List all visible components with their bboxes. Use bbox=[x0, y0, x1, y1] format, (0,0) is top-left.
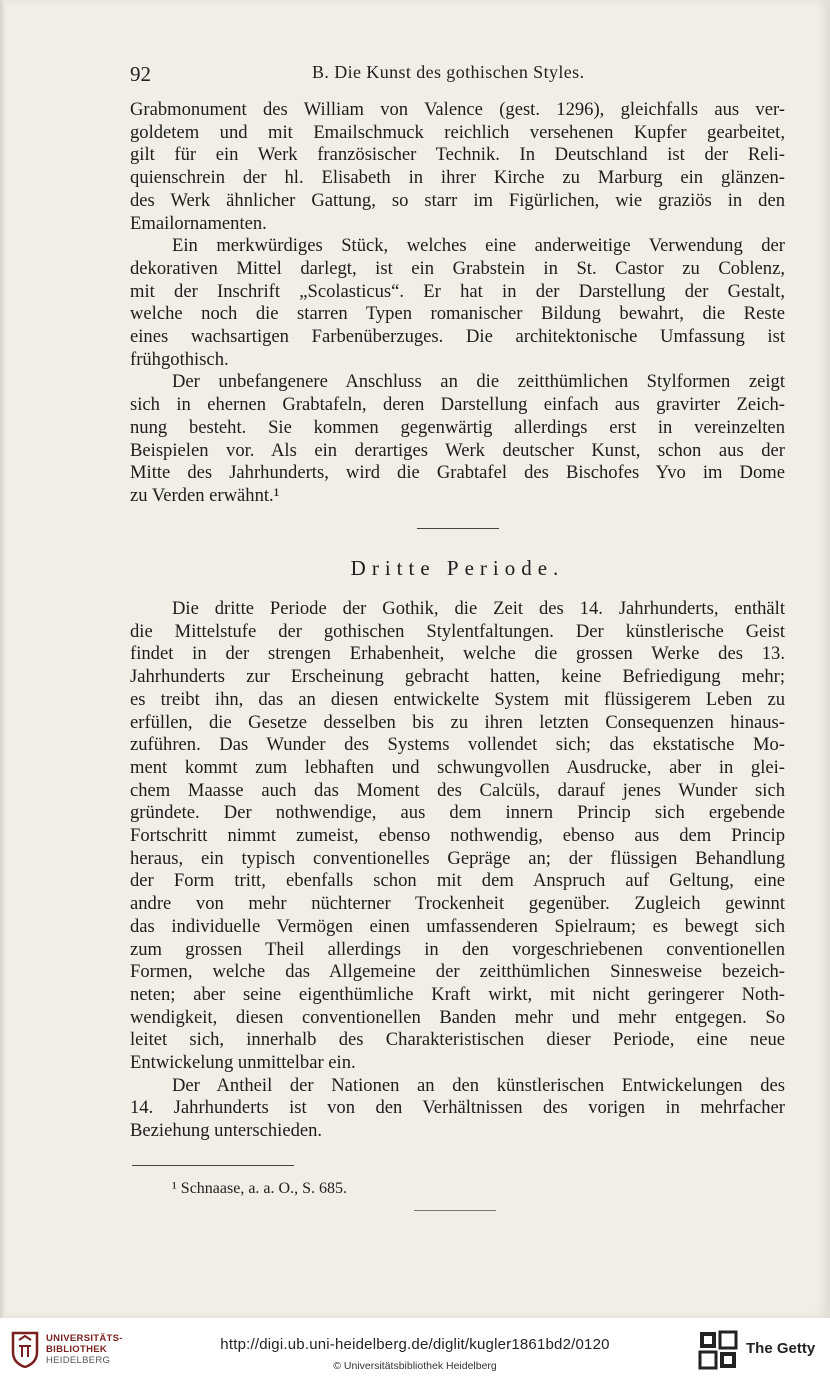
text-line: ment kommt zum lebhaften und schwungvollen Ausdrucke, aber in glei- bbox=[130, 756, 785, 778]
partner-name[interactable]: The Getty bbox=[746, 1340, 816, 1357]
text-line: der Form tritt, ebenfalls schon mit dem Anspruch auf Geltung, eine bbox=[130, 870, 785, 892]
text-line: chem Maasse auch das Moment des Calcüls, darauf jenes Wunder sich bbox=[130, 779, 785, 801]
text-line: Der Antheil der Nationen an den künstlerischen Entwickelungen des bbox=[172, 1074, 785, 1096]
text-line: Formen, welche das Allgemeine der zeitthümlichen Sinnesweise bezeich- bbox=[130, 961, 785, 983]
body-text-lower bbox=[130, 598, 785, 1143]
text-line: Die dritte Periode der Gothik, die Zeit des 14. Jahrhunderts, enthält bbox=[172, 598, 785, 619]
running-title: B. Die Kunst des gothischen Styles. bbox=[312, 62, 585, 82]
text-line: findet in der strengen Erhabenheit, welche die grossen Werke des 13. bbox=[130, 643, 785, 665]
text-line: Entwickelung unmittelbar ein. bbox=[130, 1052, 356, 1074]
section-separator bbox=[417, 528, 499, 529]
text-line: goldetem und mit Emailschmuck reichlich versehenen Kupfer gearbeitet, bbox=[130, 121, 785, 143]
permalink-url[interactable]: http://digi.ub.uni-heidelberg.de/diglit/kugler1861bd2/0120 bbox=[220, 1336, 610, 1353]
text-line: neten; aber seine eigenthümliche Kraft wirkt, mit nicht geringerer Noth- bbox=[130, 983, 785, 1005]
text-line: Grabmonument des William von Valence (gest. 1296), gleichfalls aus ver- bbox=[130, 99, 785, 120]
institution-line: BIBLIOTHEK bbox=[46, 1344, 108, 1355]
institution-line: HEIDELBERG bbox=[46, 1355, 111, 1366]
university-library-name[interactable] bbox=[46, 1333, 123, 1366]
paragraph bbox=[130, 99, 785, 235]
page-header bbox=[130, 60, 790, 92]
paragraph bbox=[130, 235, 785, 371]
section-title: Dritte Periode. bbox=[350, 556, 565, 580]
text-line: frühgothisch. bbox=[130, 348, 229, 370]
university-seal-icon[interactable] bbox=[10, 1330, 40, 1368]
text-line: des Werk ähnlicher Gattung, so starr im Figürlichen, wie graziös in den bbox=[130, 189, 785, 211]
body-text-upper bbox=[130, 99, 785, 508]
text-line: andre von mehr nüchterner Trockenheit gegenüber. Zugleich gewinnt bbox=[130, 893, 785, 915]
footnote-end-rule bbox=[414, 1210, 496, 1211]
text-line: gilt für ein Werk französischer Technik. In Deutschland ist der Reli- bbox=[130, 144, 785, 166]
text-line: 14. Jahrhunderts ist von den Verhältnissen des vorigen in mehrfacher bbox=[130, 1097, 785, 1119]
text-line: eines wachsartigen Farbenüberzuges. Die architektonische Umfassung ist bbox=[130, 326, 785, 348]
text-line: dekorativen Mittel darlegt, ist ein Grabstein in St. Castor zu Coblenz, bbox=[130, 257, 785, 279]
text-line: mit der Inschrift „Scolasticus“. Er hat in der Darstellung der Gestalt, bbox=[130, 280, 785, 302]
paragraph bbox=[130, 371, 785, 507]
text-line: Beziehung unterschieden. bbox=[130, 1120, 323, 1142]
text-line: sich in ehernen Grabtafeln, deren Darstellung einfach aus gravirter Zeich- bbox=[130, 394, 785, 416]
text-line: das individuelle Vermögen einen umfassenderen Spielraum; es bewegt sich bbox=[130, 915, 785, 937]
text-line: Beispielen vor. Als ein derartiges Werk deutscher Kunst, schon aus der bbox=[130, 439, 785, 461]
text-line: Jahrhunderts zur Erscheinung gebracht hatten, keine Befriedigung mehr; bbox=[130, 666, 785, 688]
viewer-footer bbox=[0, 1318, 830, 1382]
page-number: 92 bbox=[130, 62, 151, 86]
paragraph bbox=[130, 598, 785, 1075]
text-line: zuführen. Das Wunder des Systems vollendet sich; das ekstatische Mo- bbox=[130, 734, 785, 756]
institution-line: UNIVERSITÄTS- bbox=[46, 1333, 123, 1344]
text-line: wendigkeit, diesen conventionellen Banden mehr und mehr entgegen. So bbox=[130, 1006, 785, 1028]
page-spine-shadow bbox=[0, 0, 6, 1318]
footnote-rule bbox=[132, 1165, 294, 1166]
text-line: Fortschritt nimmt zumeist, ebenso nothwendig, ebenso aus dem Princip bbox=[130, 825, 785, 847]
text-line: leitet sich, innerhalb des Charakteristischen dieser Periode, eine neue bbox=[130, 1029, 785, 1051]
text-line: die Mittelstufe der gothischen Stylentfaltungen. Der künstlerische Geist bbox=[130, 620, 785, 642]
getty-logo-icon[interactable] bbox=[698, 1330, 738, 1370]
text-line: Ein merkwürdiges Stück, welches eine anderweitige Verwendung der bbox=[172, 235, 785, 257]
text-line: zum grossen Theil allerdings in den vorgeschriebenen conventionellen bbox=[130, 938, 785, 960]
text-line: Emailornamenten. bbox=[130, 212, 267, 234]
text-line: gründete. Der nothwendige, aus dem innern Princip sich ergebende bbox=[130, 802, 785, 824]
text-line: quienschrein der hl. Elisabeth in ihrer Kirche zu Marburg ein glänzen- bbox=[130, 167, 785, 189]
text-line: erfüllen, die Gesetze desselben bis zu ihren letzten Consequenzen hinaus- bbox=[130, 711, 785, 733]
paragraph bbox=[130, 1075, 785, 1143]
text-line: Mitte des Jahrhunderts, wird die Grabtafel des Bischofes Yvo im Dome bbox=[130, 462, 785, 484]
text-line: heraus, ein typisch conventionelles Gepräge an; der flüssigen Behandlung bbox=[130, 847, 785, 869]
text-line: nung besteht. Sie kommen gegenwärtig allerdings erst in vereinzelten bbox=[130, 416, 785, 438]
footnote: ¹ Schnaase, a. a. O., S. 685. bbox=[172, 1180, 347, 1197]
text-line: welche noch die starren Typen romanischer Bildung bewahrt, die Reste bbox=[130, 303, 785, 325]
text-line: Der unbefangenere Anschluss an die zeitthümlichen Stylformen zeigt bbox=[172, 371, 785, 393]
copyright-notice: © Universitätsbibliothek Heidelberg bbox=[333, 1360, 497, 1372]
text-line: zu Verden erwähnt.¹ bbox=[130, 484, 280, 506]
text-line: es treibt ihn, das an diesen entwickelte System mit flüssigerem Leben zu bbox=[130, 688, 785, 710]
